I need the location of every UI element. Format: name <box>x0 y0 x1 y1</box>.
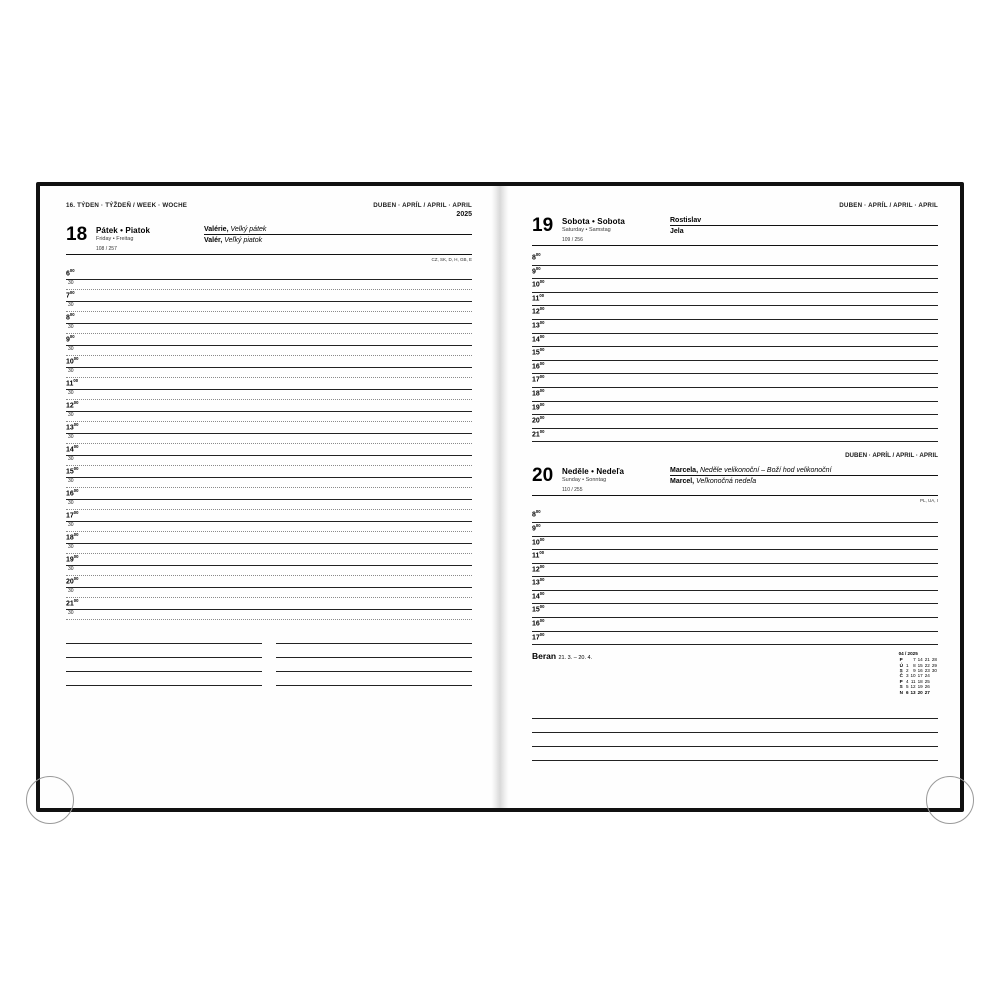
half-hour-row[interactable] <box>66 368 472 379</box>
page-corner-left <box>26 776 74 824</box>
mini-calendar-cell: 17 <box>917 673 923 679</box>
hour-row[interactable] <box>532 550 938 564</box>
hour-label: $16^{00}$ <box>532 360 545 371</box>
mini-calendar-cell: 19 <box>917 684 923 690</box>
note-line[interactable] <box>66 658 262 672</box>
mini-calendar-weekday: Č <box>899 673 903 679</box>
hour-row[interactable] <box>66 488 472 500</box>
sunday-nameday-cz-name: Marcela, <box>670 467 699 475</box>
hour-row[interactable] <box>66 290 472 302</box>
mini-calendar-cell: 18 <box>917 678 923 684</box>
mini-calendar-cell: 7 <box>913 657 916 663</box>
hour-label: $16^{00}$ <box>66 488 79 498</box>
month-label-right: DUBEN · APRÍL / APRIL · APRIL <box>839 202 938 209</box>
saturday-nameday-cz-name: Rostislav <box>670 217 702 224</box>
sunday-notes-area[interactable] <box>532 705 938 761</box>
saturday-header-rule <box>532 245 938 246</box>
mini-calendar-cell: 21 <box>924 657 930 663</box>
hour-label: $10^{00}$ <box>66 356 79 366</box>
hour-row[interactable] <box>532 523 938 537</box>
saturday-nameday-sk-name: Jela <box>670 228 684 235</box>
hour-row[interactable] <box>66 598 472 610</box>
mini-calendar-table <box>899 657 938 695</box>
hour-row[interactable] <box>66 510 472 522</box>
mini-calendar-weekday: S <box>899 667 903 673</box>
mini-calendar-cell: 9 <box>913 667 916 673</box>
friday-notes-right[interactable] <box>276 630 472 686</box>
sunday-nameday-sk-name: Marcel, <box>670 478 695 486</box>
mini-calendar-cell: 13 <box>910 689 916 695</box>
sunday-day-header <box>532 467 938 493</box>
book-spine <box>491 186 509 808</box>
note-line[interactable] <box>276 644 472 658</box>
mini-calendar-cell: 16 <box>917 667 923 673</box>
hour-label: $14^{00}$ <box>66 444 79 454</box>
mini-calendar-cell: 4 <box>905 678 909 684</box>
year-label: 2025 <box>456 211 472 218</box>
mini-calendar-title: 04 / 2025 <box>898 651 918 657</box>
friday-nameday-sk-name: Valér, <box>204 237 223 244</box>
sunday-month-label <box>532 452 938 459</box>
hour-row[interactable] <box>532 537 938 551</box>
hour-row[interactable] <box>532 402 938 416</box>
friday-hour-grid[interactable] <box>66 268 472 620</box>
half-hour-label: 30 <box>68 411 74 418</box>
hour-label: $10^{00}$ <box>532 536 545 546</box>
half-hour-label: 30 <box>68 499 74 506</box>
zodiac-label <box>532 651 592 661</box>
saturday-hour-grid[interactable] <box>532 252 938 442</box>
saturday-nameday-sk <box>670 228 938 235</box>
mini-calendar-cell: 6 <box>905 689 909 695</box>
hour-row[interactable] <box>532 374 938 388</box>
friday-name-sub: Friday • Freitag <box>96 236 134 242</box>
friday-nameday-sk <box>204 237 472 244</box>
mini-calendar-cell: 23 <box>924 667 930 673</box>
half-hour-label: 30 <box>68 389 74 396</box>
diary-book <box>36 182 964 812</box>
half-hour-label: 30 <box>68 279 74 286</box>
saturday-nameday-list <box>670 217 938 243</box>
sunday-nameday-sk <box>670 478 938 485</box>
note-line[interactable] <box>532 733 938 747</box>
friday-day-number: 18 <box>66 224 88 245</box>
mini-calendar-cell: 11 <box>910 678 916 684</box>
hour-row[interactable] <box>66 576 472 588</box>
sunday-nameday-cz <box>670 467 938 476</box>
hour-row[interactable] <box>66 334 472 346</box>
saturday-day-count: 109 / 256 <box>562 237 583 243</box>
hour-label: $7^{00}$ <box>66 290 75 300</box>
sunday-footer <box>532 651 938 695</box>
half-hour-label: 30 <box>68 609 74 616</box>
sunday-day-count: 110 / 255 <box>562 487 583 494</box>
hour-label: $11^{00}$ <box>532 292 545 303</box>
week-label: 16. TÝDEN · TÝŽDEŇ / WEEK · WOCHE <box>66 202 188 209</box>
friday-nameday-cz <box>204 226 472 235</box>
mini-calendar-weekday: Ú <box>899 662 903 668</box>
half-hour-row[interactable] <box>66 588 472 599</box>
left-page-header <box>66 202 472 209</box>
hour-row[interactable] <box>66 356 472 368</box>
sunday-hour-grid[interactable] <box>532 509 938 645</box>
sunday-nameday-sk-note: Veľkonočná nedeľa <box>696 478 757 486</box>
half-hour-row[interactable] <box>66 324 472 335</box>
friday-header-rule <box>66 254 472 255</box>
mini-calendar-cell <box>931 690 938 695</box>
friday-day-names <box>96 226 204 252</box>
hour-label: $14^{00}$ <box>532 590 545 601</box>
mini-calendar-weekday: S <box>899 684 903 690</box>
hour-row[interactable] <box>532 361 938 375</box>
hour-label: $11^{00}$ <box>532 550 545 560</box>
left-page <box>40 186 494 808</box>
hour-label: $12^{00}$ <box>532 306 545 316</box>
friday-notes-area[interactable] <box>66 630 472 686</box>
mini-calendar-cell: 22 <box>924 662 930 668</box>
hour-label: $19^{00}$ <box>532 401 545 411</box>
hour-label: $6^{00}$ <box>66 268 75 278</box>
hour-row[interactable] <box>532 279 938 293</box>
half-hour-row[interactable] <box>66 500 472 511</box>
half-hour-label: 30 <box>68 367 74 374</box>
sunday-country-codes: PL, UA, I <box>919 498 938 504</box>
hour-label: $8^{00}$ <box>532 252 541 262</box>
hour-label: $9^{00}$ <box>532 522 541 533</box>
half-hour-label: 30 <box>68 543 74 550</box>
mini-calendar-cell: 8 <box>913 662 916 668</box>
hour-label: $21^{00}$ <box>66 598 79 608</box>
note-line[interactable] <box>276 658 472 672</box>
sunday-name-sub: Sunday • Sonntag <box>562 477 607 484</box>
sunday-name-main: Neděle • Nedeľa <box>562 467 625 477</box>
sunday-nameday-list <box>670 467 938 493</box>
friday-country-codes: CZ, SK, D, H, GB, E <box>431 257 472 262</box>
note-line[interactable] <box>276 630 472 644</box>
month-label-left: DUBEN · APRÍL / APRIL · APRIL <box>373 202 472 209</box>
friday-name-main: Pátek • Piatok <box>96 226 151 235</box>
hour-row[interactable] <box>532 388 938 402</box>
saturday-name-sub: Saturday • Samstag <box>562 227 611 233</box>
mini-calendar-cell: 14 <box>917 657 923 663</box>
mini-calendar-cell: 12 <box>910 684 916 690</box>
sunday-day-names <box>562 467 670 493</box>
hour-label: $9^{00}$ <box>66 334 75 344</box>
hour-row[interactable] <box>532 591 938 605</box>
hour-row[interactable] <box>532 306 938 320</box>
hour-row[interactable] <box>532 252 938 266</box>
hour-row[interactable] <box>66 554 472 566</box>
half-hour-row[interactable] <box>66 610 472 621</box>
hour-row[interactable] <box>532 266 938 280</box>
hour-row[interactable] <box>66 312 472 324</box>
mini-calendar-cell: 29 <box>931 662 937 668</box>
half-hour-row[interactable] <box>66 434 472 445</box>
note-line[interactable] <box>276 672 472 686</box>
half-hour-row[interactable] <box>66 412 472 423</box>
mini-calendar-cell: 20 <box>917 689 923 695</box>
hour-label: $13^{00}$ <box>532 319 545 330</box>
hour-row[interactable] <box>532 320 938 334</box>
hour-label: $12^{00}$ <box>66 400 79 410</box>
mini-calendar-cell: 10 <box>910 673 916 679</box>
hour-row[interactable] <box>532 564 938 578</box>
hour-label: $15^{00}$ <box>532 604 545 614</box>
hour-row[interactable] <box>532 604 938 618</box>
mini-calendar <box>899 651 938 695</box>
hour-label: $10^{00}$ <box>532 279 545 289</box>
hour-label: $13^{00}$ <box>66 422 79 432</box>
hour-row[interactable] <box>66 466 472 478</box>
note-line[interactable] <box>532 705 938 719</box>
hour-row[interactable] <box>66 400 472 412</box>
half-hour-label: 30 <box>68 433 74 440</box>
friday-day-header <box>66 226 472 252</box>
friday-nameday-cz-name: Valérie, <box>204 226 229 233</box>
hour-label: $21^{00}$ <box>532 428 545 439</box>
friday-nameday-cz-note: Velký pátek <box>230 226 267 233</box>
half-hour-label: 30 <box>68 301 74 308</box>
mini-calendar-cell: 27 <box>924 689 930 695</box>
sunday-day-number: 20 <box>532 465 554 487</box>
mini-calendar-cell: 25 <box>924 678 930 684</box>
sunday-month-text: DUBEN · APRÍL / APRIL · APRIL <box>845 452 938 460</box>
right-page-content <box>532 202 938 761</box>
hour-label: $12^{00}$ <box>532 563 545 574</box>
mini-calendar-cell: 3 <box>905 673 909 679</box>
half-hour-label: 30 <box>68 565 74 572</box>
hour-label: $8^{00}$ <box>66 312 75 322</box>
hour-row[interactable] <box>532 293 938 307</box>
half-hour-label: 30 <box>68 455 74 462</box>
half-hour-row[interactable] <box>66 280 472 291</box>
note-line[interactable] <box>532 719 938 733</box>
mini-calendar-cell: 15 <box>917 662 923 668</box>
hour-label: $17^{00}$ <box>532 374 545 384</box>
half-hour-row[interactable] <box>66 390 472 401</box>
zodiac-range: 21. 3. – 20. 4. <box>558 655 593 662</box>
friday-nameday-sk-note: Veľký piatok <box>224 237 263 244</box>
half-hour-label: 30 <box>68 477 74 484</box>
hour-label: $11^{00}$ <box>66 378 79 388</box>
mini-calendar-cell: 26 <box>924 684 930 690</box>
hour-label: $9^{00}$ <box>532 265 541 275</box>
note-line[interactable] <box>66 630 262 644</box>
hour-row[interactable] <box>532 429 938 443</box>
hour-row[interactable] <box>532 415 938 429</box>
friday-notes-left[interactable] <box>66 630 262 686</box>
half-hour-row[interactable] <box>66 302 472 313</box>
mini-calendar-weekday: N <box>899 689 903 695</box>
hour-row[interactable] <box>532 334 938 348</box>
hour-row[interactable] <box>532 632 938 646</box>
hour-label: $17^{00}$ <box>66 510 79 520</box>
hour-label: $15^{00}$ <box>532 347 545 357</box>
note-line[interactable] <box>532 747 938 761</box>
half-hour-label: 30 <box>68 587 74 594</box>
note-line[interactable] <box>66 644 262 658</box>
half-hour-row[interactable] <box>66 346 472 357</box>
half-hour-row[interactable] <box>66 522 472 533</box>
note-line[interactable] <box>66 672 262 686</box>
sunday-header-rule <box>532 495 938 496</box>
hour-row[interactable] <box>66 422 472 434</box>
mini-calendar-cell: 28 <box>931 657 937 663</box>
left-page-content <box>66 202 472 686</box>
hour-row[interactable] <box>532 577 938 591</box>
half-hour-row[interactable] <box>66 456 472 467</box>
hour-label: $14^{00}$ <box>532 333 545 343</box>
hour-row[interactable] <box>66 378 472 390</box>
half-hour-row[interactable] <box>66 478 472 489</box>
half-hour-label: 30 <box>68 323 74 330</box>
half-hour-row[interactable] <box>66 544 472 555</box>
sunday-nameday-cz-note: Neděle velikonoční – Boží hod velikonoční <box>699 467 832 475</box>
hour-label: $18^{00}$ <box>532 387 545 398</box>
friday-day-count: 108 / 257 <box>96 246 117 252</box>
hour-row[interactable] <box>532 509 938 523</box>
saturday-day-number: 19 <box>532 215 554 236</box>
hour-label: $8^{00}$ <box>532 509 541 519</box>
mini-calendar-weekday: P <box>899 678 903 684</box>
saturday-name-main: Sobota • Sobota <box>562 217 625 226</box>
right-page-header <box>532 202 938 209</box>
half-hour-label: 30 <box>68 521 74 528</box>
mini-calendar-cell: 24 <box>924 673 930 679</box>
saturday-day-names <box>562 217 670 243</box>
hour-label: $15^{00}$ <box>66 466 79 476</box>
mini-calendar-cell: 5 <box>905 684 909 690</box>
saturday-day-header <box>532 217 938 243</box>
hour-label: $13^{00}$ <box>532 577 545 587</box>
hour-row[interactable] <box>66 532 472 544</box>
hour-label: $17^{00}$ <box>532 631 545 641</box>
zodiac-name: Beran <box>532 651 557 662</box>
hour-row[interactable] <box>66 444 472 456</box>
mini-calendar-row <box>899 690 938 695</box>
half-hour-label: 30 <box>68 345 74 352</box>
mini-calendar-cell: 1 <box>905 662 909 668</box>
mini-calendar-weekday: P <box>899 657 903 663</box>
saturday-nameday-cz <box>670 217 938 226</box>
page-corner-right <box>926 776 974 824</box>
hour-row[interactable] <box>532 618 938 632</box>
hour-label: $16^{00}$ <box>532 618 545 628</box>
hour-row[interactable] <box>66 268 472 280</box>
half-hour-row[interactable] <box>66 566 472 577</box>
friday-nameday-list <box>204 226 472 252</box>
hour-label: $20^{00}$ <box>532 415 545 425</box>
mini-calendar-cell: 30 <box>931 667 937 673</box>
right-page <box>506 186 960 808</box>
hour-label: $19^{00}$ <box>66 554 79 564</box>
hour-row[interactable] <box>532 347 938 361</box>
book-inner <box>40 186 960 808</box>
mini-calendar-cell: 2 <box>905 667 909 673</box>
hour-label: $18^{00}$ <box>66 532 79 542</box>
hour-label: $20^{00}$ <box>66 576 79 586</box>
